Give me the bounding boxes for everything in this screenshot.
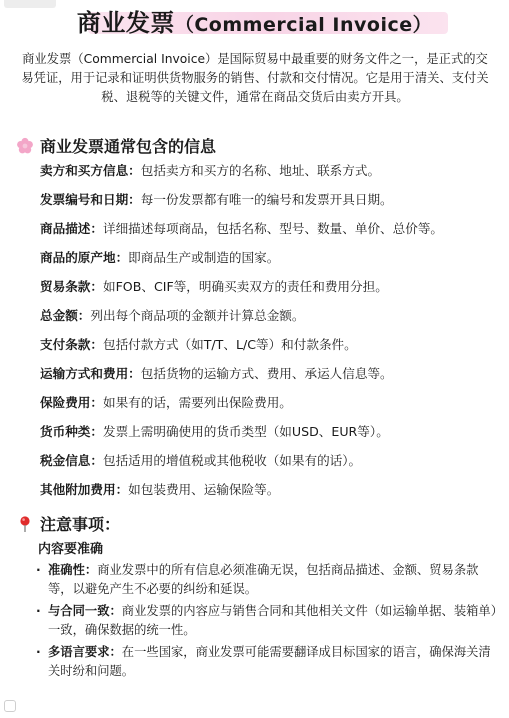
info-item [40, 481, 500, 510]
note-item-desc: 商业发票的内容应与销售合同和其他相关文件（如运输单据、装箱单）一致，确保数据的统一性。 [48, 604, 497, 637]
note-item-term: 准确性： [48, 563, 98, 577]
info-item-term: 发票编号和日期： [40, 192, 141, 207]
info-item [40, 249, 500, 278]
info-item-term: 总金额： [40, 308, 91, 323]
note-item-desc: 商业发票中的所有信息必须准确无误，包括商品描述、金额、贸易条款等，以避免产生不必要的纠纷和延误。 [48, 563, 479, 596]
info-item-desc: 列出每个商品项的金额并计算总金额。 [90, 308, 305, 323]
info-list [40, 162, 500, 510]
note-item [34, 602, 500, 640]
note-item-desc: 在一些国家，商业发票可能需要翻译成目标国家的语言，确保海关清关时纷和问题。 [48, 645, 491, 678]
info-item [40, 365, 500, 394]
intro-paragraph: 商业发票（Commercial Invoice）是国际贸易中最重要的财务文件之一，是正式的交易凭证，用于记录和证明供货物服务的销售、付款和交付情况。它是用于清关、支付关税、退税等的关键文件，通常在商品交货后由卖方开具。 [21, 52, 489, 104]
notes-subheading: 内容要准确 [38, 542, 104, 557]
note-item [34, 561, 500, 599]
info-section-heading [16, 134, 216, 157]
info-item [40, 307, 500, 336]
info-item-term: 商品的原产地： [40, 250, 129, 265]
info-item-desc: 如果有的话，需要列出保险费用。 [102, 395, 292, 410]
info-item [40, 278, 500, 307]
info-heading-text: 商业发票通常包含的信息 [40, 137, 217, 156]
title-paren: （Commercial Invoice） [174, 13, 433, 36]
info-item-term: 货币种类： [40, 424, 103, 439]
title-main: 商业发票 [76, 8, 175, 37]
info-item-desc: 即商品生产或制造的国家。 [128, 250, 280, 265]
notes-section-heading [16, 512, 120, 535]
info-item-term: 其他附加费用： [40, 482, 129, 497]
info-item [40, 162, 500, 191]
info-item-desc: 发票上需明确使用的货币类型（如USD、EUR等）。 [102, 424, 389, 439]
info-item-desc: 每一份发票都有唯一的编号和发票开具日期。 [140, 192, 393, 207]
info-item-desc: 详细描述每项商品，包括名称、型号、数量、单价、总价等。 [102, 221, 443, 236]
title-band [0, 0, 509, 40]
info-item [40, 394, 500, 423]
watermark [4, 700, 20, 712]
info-item [40, 452, 500, 481]
info-item [40, 220, 500, 249]
note-item [34, 643, 500, 681]
info-item [40, 423, 500, 452]
note-item-term: 多语言要求： [48, 645, 122, 659]
page-title [77, 3, 432, 38]
watermark-icon [4, 700, 16, 712]
info-item-term: 税金信息： [40, 453, 103, 468]
info-item-desc: 如包装费用、运输保险等。 [128, 482, 280, 497]
notes-heading-text: 注意事项： [40, 515, 121, 534]
info-item-term: 支付条款： [40, 337, 103, 352]
info-item-desc: 包括卖方和买方的名称、地址、联系方式。 [140, 163, 381, 178]
info-item-desc: 包括付款方式（如T/T、L/C等）和付款条件。 [102, 337, 357, 352]
info-item-term: 保险费用： [40, 395, 103, 410]
info-item-term: 商品描述： [40, 221, 103, 236]
info-item [40, 191, 500, 220]
notes-list [34, 561, 500, 684]
info-item [40, 336, 500, 365]
pink-flower-icon [16, 137, 34, 155]
note-bullet: · [36, 563, 41, 577]
info-item-term: 运输方式和费用： [40, 366, 141, 381]
info-item-term: 卖方和买方信息： [40, 163, 141, 178]
note-bullet: · [36, 604, 41, 618]
note-bullet: · [36, 645, 41, 659]
info-item-desc: 如FOB、CIF等，明确买卖双方的责任和费用分担。 [102, 279, 388, 294]
red-pin-icon [16, 515, 34, 533]
info-item-desc: 包括货物的运输方式、费用、承运人信息等。 [140, 366, 393, 381]
info-item-desc: 包括适用的增值税或其他税收（如果有的话）。 [102, 453, 362, 468]
info-item-term: 贸易条款： [40, 279, 103, 294]
note-item-term: 与合同一致： [48, 604, 122, 618]
